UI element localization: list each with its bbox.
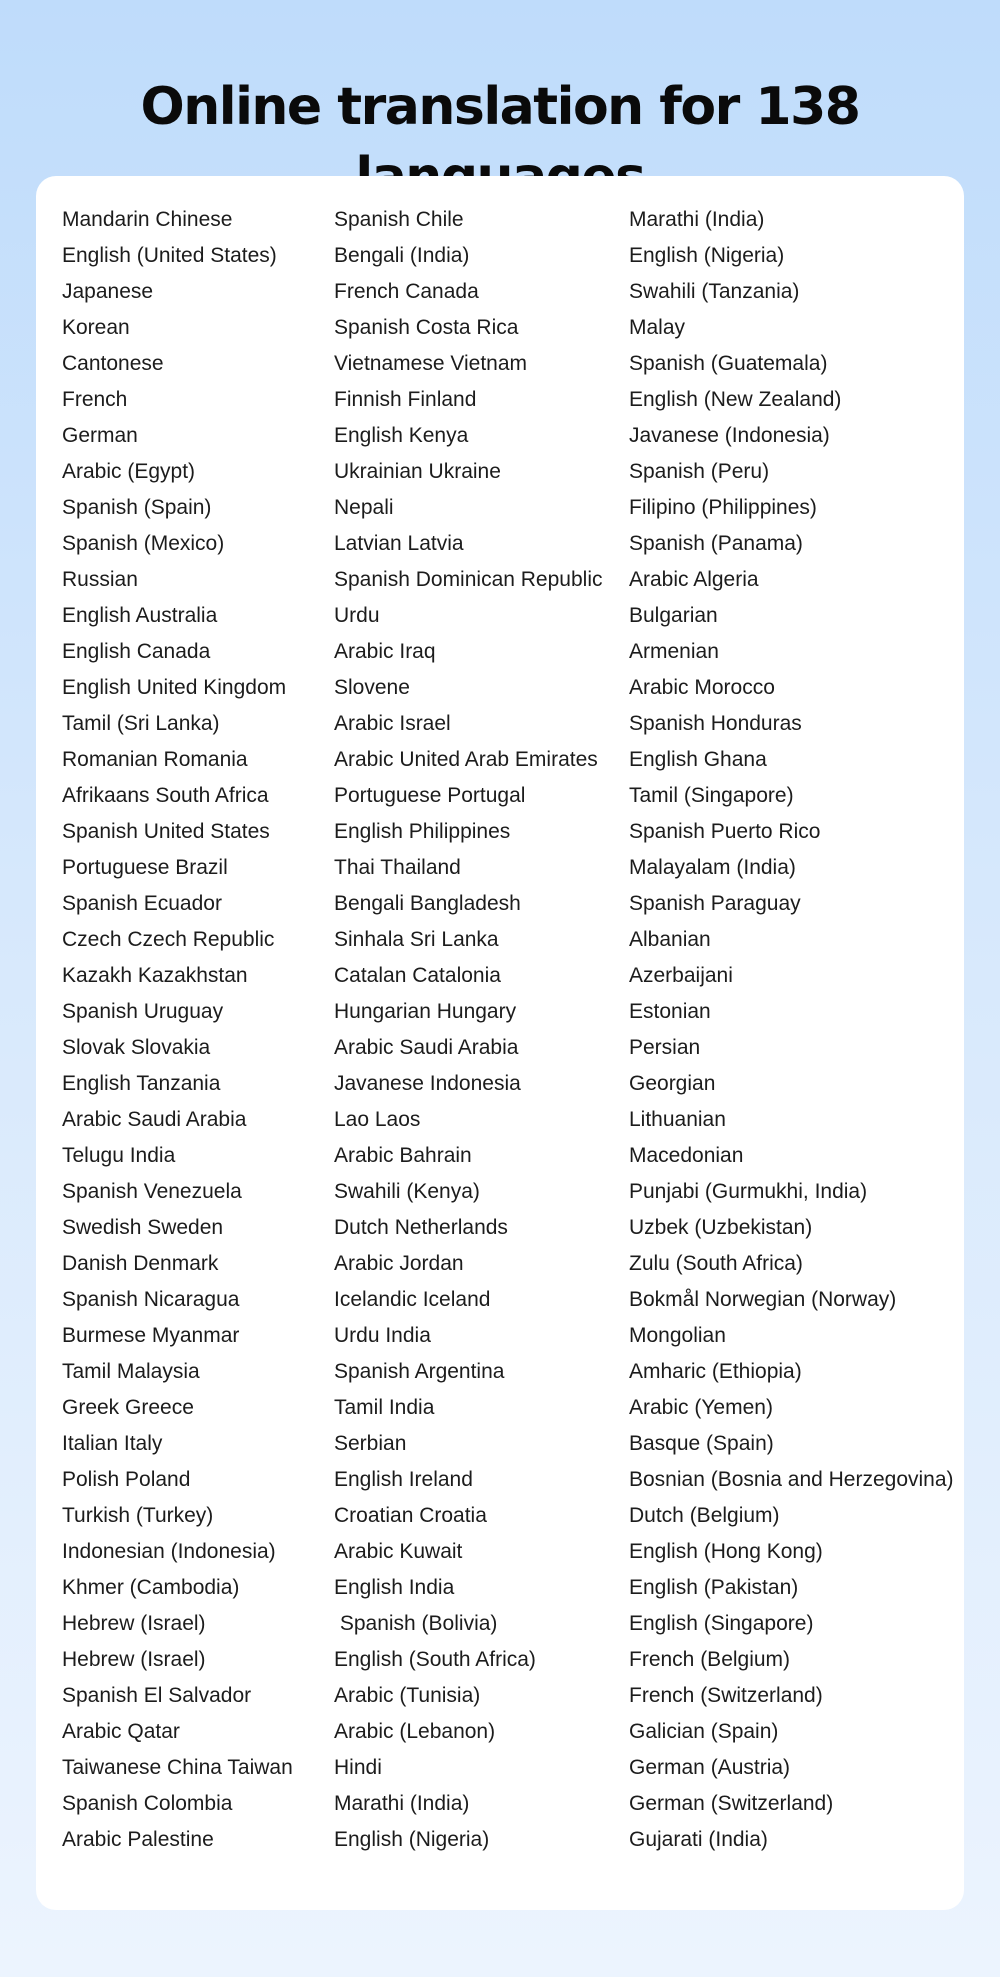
language-item: English Tanzania [62,1072,221,1095]
language-item: Spanish (Spain) [62,496,212,519]
language-item: Japanese [62,280,154,303]
language-item: Catalan Catalonia [334,964,501,987]
language-item: Indonesian (Indonesia) [62,1540,276,1563]
language-item: Slovak Slovakia [62,1036,211,1059]
language-item: English (Pakistan) [629,1576,799,1599]
language-item: Spanish Paraguay [629,892,801,915]
language-item: Mongolian [629,1324,726,1347]
language-item: French [62,388,128,411]
language-item: Afrikaans South Africa [62,784,269,807]
language-item: Spanish Dominican Republic [334,568,603,591]
language-item: Spanish (Guatemala) [629,352,828,375]
language-item: Spanish Ecuador [62,892,222,915]
language-item: Hebrew (Israel) [62,1648,206,1671]
language-item: Vietnamese Vietnam [334,352,528,375]
language-item: Spanish Argentina [334,1360,505,1383]
language-item: Thai Thailand [334,856,461,879]
language-list-card [36,176,964,1910]
language-item: Tamil (Sri Lanka) [62,712,220,735]
language-item: Malayalam (India) [629,856,796,879]
language-item: French (Belgium) [629,1648,791,1671]
language-item: Croatian Croatia [334,1504,487,1527]
language-item: Lao Laos [334,1108,421,1131]
language-item: Georgian [629,1072,716,1095]
language-item: Macedonian [629,1144,744,1167]
language-item: Urdu [334,604,380,627]
language-item: Gujarati (India) [629,1828,768,1851]
language-item: Basque (Spain) [629,1432,774,1455]
language-item: Ukrainian Ukraine [334,460,501,483]
language-item: Portuguese Portugal [334,784,526,807]
language-item: Spanish (Panama) [629,532,803,555]
language-item: English (United States) [62,244,277,267]
language-item: Cantonese [62,352,164,375]
language-item: Arabic (Tunisia) [334,1684,481,1707]
language-item: Kazakh Kazakhstan [62,964,248,987]
language-item: Urdu India [334,1324,431,1347]
language-item: Romanian Romania [62,748,248,771]
language-item: English Ireland [334,1468,473,1491]
language-item: Bulgarian [629,604,718,627]
language-item: Marathi (India) [334,1792,470,1815]
language-item: English (New Zealand) [629,388,842,411]
language-column-3 [629,202,963,1858]
language-item: Hebrew (Israel) [62,1612,206,1635]
language-item: Hungarian Hungary [334,1000,517,1023]
language-item: Serbian [334,1432,407,1455]
language-item: Arabic Morocco [629,676,775,699]
language-item: Spanish (Peru) [629,460,770,483]
language-item: English Australia [62,604,218,627]
language-item: Arabic Jordan [334,1252,464,1275]
language-item: Arabic Bahrain [334,1144,472,1167]
language-item: Arabic Algeria [629,568,759,591]
language-item: Zulu (South Africa) [629,1252,803,1275]
language-item: Turkish (Turkey) [62,1504,214,1527]
language-item: English (Nigeria) [334,1828,490,1851]
language-item: English India [334,1576,455,1599]
language-item: German [62,424,138,447]
language-item: German (Austria) [629,1756,791,1779]
language-item: English United Kingdom [62,676,287,699]
language-item: Galician (Spain) [629,1720,779,1743]
language-item: Javanese (Indonesia) [629,424,830,447]
language-item: Danish Denmark [62,1252,219,1275]
language-item: Spanish Chile [334,208,464,231]
language-item: Icelandic Iceland [334,1288,491,1311]
language-item: Czech Czech Republic [62,928,275,951]
language-item: Arabic (Egypt) [62,460,196,483]
language-item: Arabic United Arab Emirates [334,748,598,771]
language-item: Arabic Iraq [334,640,436,663]
language-item: Mandarin Chinese [62,208,233,231]
language-item: Hindi [334,1756,382,1779]
language-item: Spanish Nicaragua [62,1288,240,1311]
language-item: Spanish United States [62,820,270,843]
language-item: Arabic Saudi Arabia [334,1036,519,1059]
language-item: Spanish Puerto Rico [629,820,821,843]
language-item: Armenian [629,640,719,663]
language-item: Arabic Palestine [62,1828,214,1851]
language-item: Punjabi (Gurmukhi, India) [629,1180,868,1203]
language-item: Spanish El Salvador [62,1684,252,1707]
language-item: Albanian [629,928,711,951]
language-item: Bengali (India) [334,244,470,267]
language-item: Korean [62,316,130,339]
language-item: Italian Italy [62,1432,163,1455]
language-item: English Ghana [629,748,767,771]
language-item: Lithuanian [629,1108,726,1131]
language-item: Portuguese Brazil [62,856,228,879]
language-item: Slovene [334,676,410,699]
language-item: English (South Africa) [334,1648,536,1671]
language-item: Spanish Uruguay [62,1000,224,1023]
language-item: English Philippines [334,820,511,843]
language-item: Dutch Netherlands [334,1216,508,1239]
language-item: Bengali Bangladesh [334,892,521,915]
language-item: Swahili (Kenya) [334,1180,480,1203]
language-item: Arabic Israel [334,712,451,735]
language-item: French Canada [334,280,479,303]
language-item: Tamil (Singapore) [629,784,794,807]
language-item: Bokmål Norwegian (Norway) [629,1288,897,1311]
language-column-2 [334,202,626,1858]
language-item: Polish Poland [62,1468,191,1491]
language-item: Arabic (Yemen) [629,1396,773,1419]
language-item: English (Nigeria) [629,244,785,267]
language-item: Spanish Colombia [62,1792,233,1815]
language-item: Persian [629,1036,701,1059]
language-item: Tamil Malaysia [62,1360,200,1383]
language-item: Nepali [334,496,394,519]
language-item: Arabic (Lebanon) [334,1720,496,1743]
language-item: Spanish (Bolivia) [334,1612,498,1635]
language-item: Finnish Finland [334,388,477,411]
language-item: Azerbaijani [629,964,733,987]
language-item: Bosnian (Bosnia and Herzegovina) [629,1468,954,1491]
language-item: Sinhala Sri Lanka [334,928,499,951]
language-item: Estonian [629,1000,711,1023]
language-item: Spanish (Mexico) [62,532,225,555]
language-item: Arabic Saudi Arabia [62,1108,247,1131]
language-item: Taiwanese China Taiwan [62,1756,293,1779]
language-item: Dutch (Belgium) [629,1504,780,1527]
language-item: Arabic Kuwait [334,1540,463,1563]
language-item: Filipino (Philippines) [629,496,817,519]
language-column-1 [62,202,332,1858]
language-item: Spanish Honduras [629,712,802,735]
language-item: Greek Greece [62,1396,194,1419]
language-item: Khmer (Cambodia) [62,1576,240,1599]
language-item: Swahili (Tanzania) [629,280,800,303]
language-item: Uzbek (Uzbekistan) [629,1216,813,1239]
language-item: English (Singapore) [629,1612,814,1635]
language-item: English Canada [62,640,211,663]
language-item: English (Hong Kong) [629,1540,823,1563]
language-item: French (Switzerland) [629,1684,823,1707]
language-item: Burmese Myanmar [62,1324,240,1347]
language-item: Spanish Venezuela [62,1180,242,1203]
language-item: German (Switzerland) [629,1792,834,1815]
language-item: Tamil India [334,1396,435,1419]
language-item: English Kenya [334,424,469,447]
language-item: Telugu India [62,1144,176,1167]
page-title: Online translation for 138 [140,77,860,137]
language-item: Latvian Latvia [334,532,464,555]
language-item: Marathi (India) [629,208,765,231]
language-item: Swedish Sweden [62,1216,224,1239]
language-item: Russian [62,568,138,591]
language-item: Malay [629,316,686,339]
language-item: Arabic Qatar [62,1720,180,1743]
language-item: Spanish Costa Rica [334,316,519,339]
language-item: Amharic (Ethiopia) [629,1360,802,1383]
language-item: Javanese Indonesia [334,1072,521,1095]
